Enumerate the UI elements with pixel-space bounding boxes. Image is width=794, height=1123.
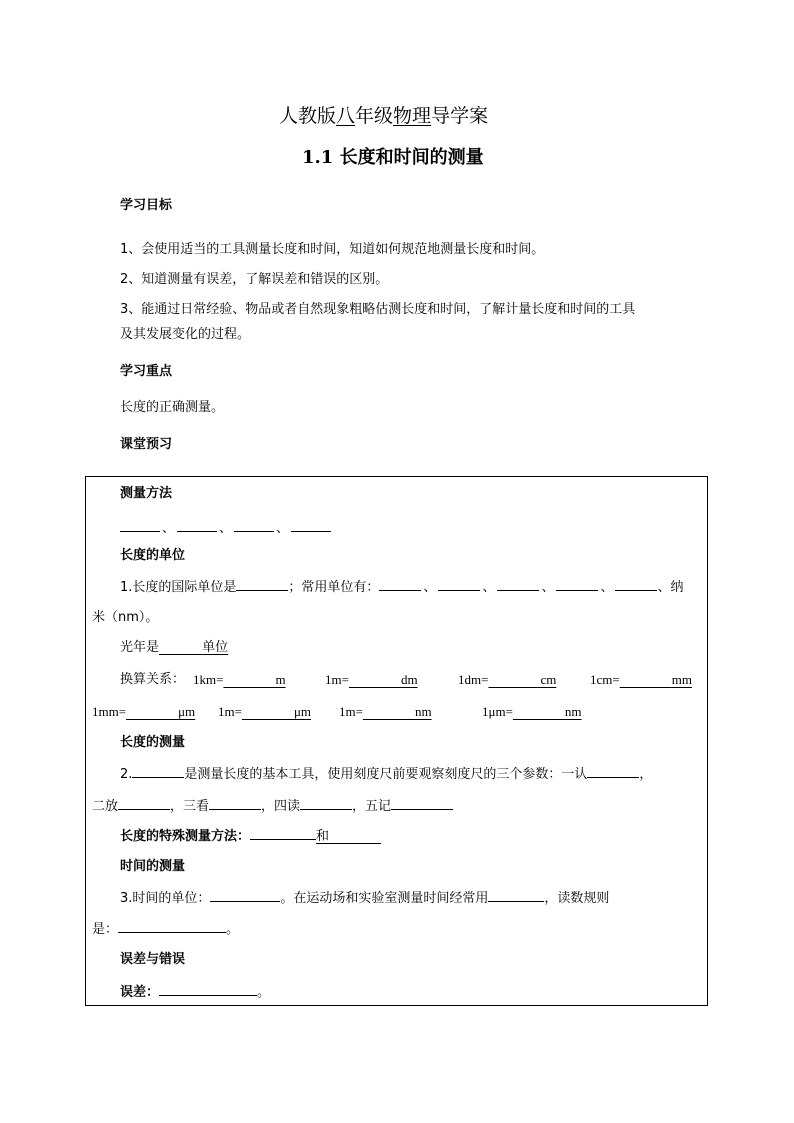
blank[interactable] (118, 799, 170, 810)
blank[interactable] (177, 521, 217, 532)
time-heading: 时间的测量 (120, 859, 186, 874)
question-1-line2: 米（nm）。 (92, 610, 159, 625)
lightyear-line: 光年是 单位 (120, 640, 229, 655)
blank[interactable] (379, 580, 421, 591)
blank[interactable] (391, 799, 453, 810)
unit-heading: 长度的单位 (120, 548, 186, 563)
method-heading: 测量方法 (120, 486, 173, 501)
conversion-1: 1km= m (193, 672, 286, 687)
focus-heading: 学习重点 (120, 364, 173, 379)
question-3-line2: 是： 。 (92, 922, 240, 937)
preview-heading: 课堂预习 (120, 437, 173, 452)
conversion-8: 1μm= nm (482, 704, 582, 719)
question-1-line1: 1.长度的国际单位是 ；常用单位有： 、 、 、 、 、纳 (120, 580, 684, 595)
conversion-6: 1m= μm (218, 704, 312, 719)
page-subtitle: 1.1 长度和时间的测量 (302, 147, 484, 168)
blank[interactable] (120, 521, 160, 532)
blank[interactable] (291, 521, 331, 532)
error-line: 误差： 。 (120, 985, 271, 1000)
conversion-4: 1cm= mm (590, 672, 692, 687)
focus-text: 长度的正确测量。 (120, 400, 225, 415)
blank[interactable] (132, 767, 184, 778)
conversion-line1: 换算关系： (120, 672, 186, 687)
blank[interactable] (210, 891, 280, 902)
conversion-3: 1dm= cm (458, 672, 557, 687)
objective-item: 3、能通过日常经验、物品或者自然现象粗略估测长度和时间，了解计量长度和时间的工具 (120, 302, 636, 317)
objective-item: 2、知道测量有误差，了解误差和错误的区别。 (120, 272, 389, 287)
blank[interactable] (234, 521, 274, 532)
conversion-7: 1m= nm (339, 704, 432, 719)
error-heading: 误差与错误 (120, 952, 186, 967)
blank[interactable] (300, 799, 352, 810)
conversion-2: 1m= dm (325, 672, 418, 687)
method-blanks: 、 、 、 (120, 521, 331, 535)
objective-item: 1、会使用适当的工具测量长度和时间，知道如何规范地测量长度和时间。 (120, 242, 545, 257)
blank[interactable] (488, 891, 544, 902)
question-2-line1: 2. 是测量长度的基本工具，使用刻度尺前要观察刻度尺的三个参数：一认 ， (120, 767, 653, 782)
objective-item: 及其发展变化的过程。 (120, 327, 251, 342)
measure-heading: 长度的测量 (120, 735, 186, 750)
special-method-line: 长度的特殊测量方法： 和 (120, 829, 330, 844)
blank[interactable] (497, 580, 539, 591)
blank[interactable] (118, 922, 226, 933)
page-title: 人教版八年级物理导学案 (279, 105, 489, 127)
blank[interactable] (250, 829, 316, 840)
blank[interactable] (615, 580, 657, 591)
blank[interactable] (159, 985, 257, 996)
blank[interactable] (236, 580, 288, 591)
blank[interactable] (587, 767, 639, 778)
blank[interactable] (556, 580, 598, 591)
blank[interactable] (438, 580, 480, 591)
question-3-line1: 3.时间的单位： 。在运动场和实验室测量时间经常用 ，读数规则 (120, 891, 610, 906)
conversion-5: 1mm= μm (92, 704, 196, 719)
blank[interactable] (209, 799, 261, 810)
objectives-heading: 学习目标 (120, 198, 173, 213)
question-2-line2: 二放 ，三看 ，四读 ，五记 (92, 799, 453, 813)
